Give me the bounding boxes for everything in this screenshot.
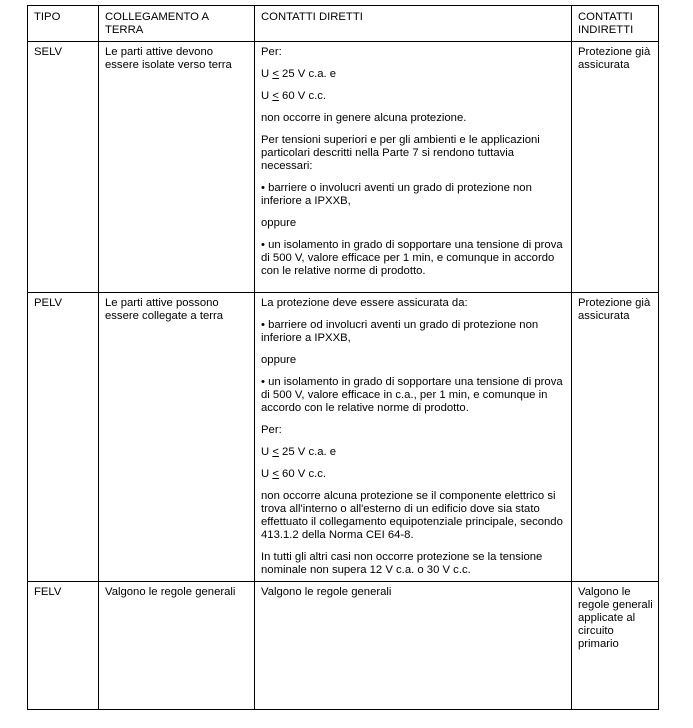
pelv-contatti-indiretti: Protezione già assicurata <box>572 293 659 582</box>
felv-tipo: FELV <box>28 582 99 710</box>
voltage-limit-ac: U < 25 V c.a. e <box>261 68 337 80</box>
felv-contatti-diretti: Valgono le regole generali <box>255 582 572 710</box>
selv-contatti-diretti <box>255 42 572 293</box>
table-row-pelv <box>28 293 659 582</box>
paragraph: oppure <box>261 354 297 366</box>
table-row-felv <box>28 582 659 710</box>
paragraph: non occorre in genere alcuna protezione. <box>261 112 467 124</box>
bullet-item: • un isolamento in grado di sopportare una tensione di prova di 500 V, valore efficace in c.a., per 1 min, e comunque in accordo con le relative norme di prodotto. <box>261 376 563 414</box>
felv-contatti-indiretti: Valgono le regole generali applicate al circuito primario <box>572 582 659 710</box>
table-row-selv <box>28 42 659 293</box>
header-collegamento: COLLEGAMENTO A TERRA <box>99 6 255 42</box>
bullet-item: • un isolamento in grado di sopportare una tensione di prova di 500 V, valore efficace per 1 min, e comunque in accordo con le relative norme di prodotto. <box>261 239 563 277</box>
bullet-item: • barriere o involucri aventi un grado di protezione non inferiore a IPXXB, <box>261 182 532 207</box>
paragraph: oppure <box>261 217 297 229</box>
paragraph: non occorre alcuna protezione se il componente elettrico si trova all'interno o all'esterno di un edificio dove sia stato effettuato il collegamento equipotenziale principale, secondo 413.1.2 della Norma CEI 64-8. <box>261 490 563 541</box>
paragraph: In tutti gli altri casi non occorre protezione se la tensione nominale non supera 12 V c.a. o 30 V c.c. <box>261 551 543 576</box>
selv-tipo: SELV <box>28 42 99 293</box>
bullet-item: • barriere od involucri aventi un grado di protezione non inferiore a IPXXB, <box>261 319 539 344</box>
header-row <box>28 6 659 42</box>
pelv-collegamento: Le parti attive possono essere collegate a terra <box>99 293 255 582</box>
paragraph: La protezione deve essere assicurata da: <box>261 297 468 309</box>
header-contatti-indiretti: CONTATTI INDIRETTI <box>572 6 659 42</box>
selv-contatti-indiretti: Protezione già assicurata <box>572 42 659 293</box>
voltage-limit-dc: U < 60 V c.c. <box>261 90 327 102</box>
header-contatti-diretti: CONTATTI DIRETTI <box>255 6 572 42</box>
pelv-tipo: PELV <box>28 293 99 582</box>
header-tipo: TIPO <box>28 6 99 42</box>
paragraph: Per: <box>261 424 282 436</box>
voltage-limit-ac: U < 25 V c.a. e <box>261 446 337 458</box>
protection-table <box>27 5 659 710</box>
pelv-contatti-diretti <box>255 293 572 582</box>
felv-collegamento: Valgono le regole generali <box>99 582 255 710</box>
paragraph: Per tensioni superiori e per gli ambienti e le applicazioni particolari descritti nella Parte 7 si rendono tuttavia necessari: <box>261 134 540 172</box>
voltage-limit-dc: U < 60 V c.c. <box>261 468 327 480</box>
paragraph: Per: <box>261 46 282 58</box>
selv-collegamento: Le parti attive devono essere isolate verso terra <box>99 42 255 293</box>
